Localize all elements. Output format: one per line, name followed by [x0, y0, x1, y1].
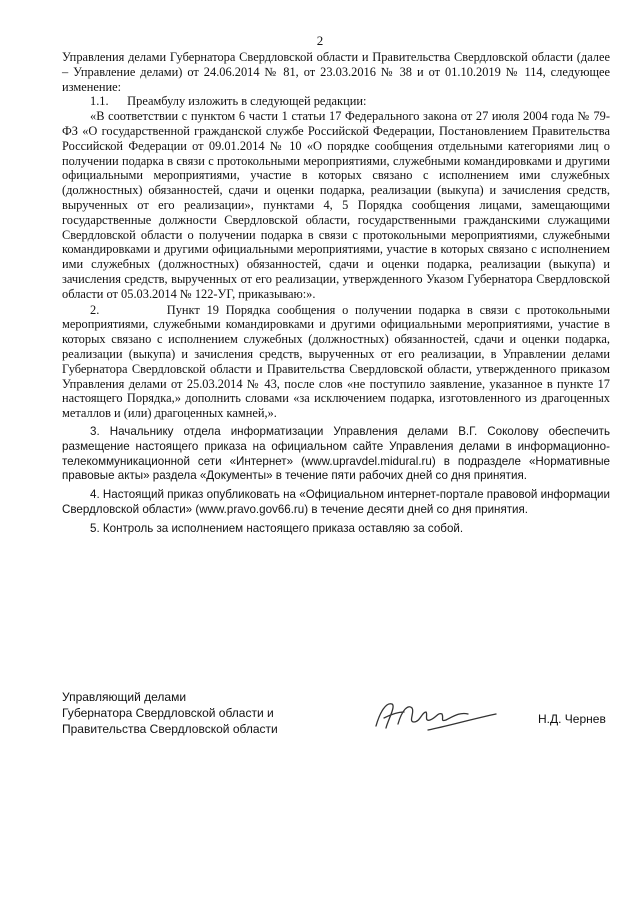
signatory-position — [62, 689, 278, 737]
document-body — [62, 50, 610, 537]
item-3: 3. Начальнику отдела информатизации Управления делами В.Г. Соколову обеспечить размещение настоящего приказа на официальном сайте Управления делами в информационно-телекоммуникационной сети «Интернет» (www.upravdel.midural.ru) в подразделе «Нормативные правовые акты» раздела «Документы» в течение пяти рабочих дней со дня принятия. — [62, 424, 610, 483]
page-number: 2 — [316, 33, 324, 48]
intro-paragraph: Управления делами Губернатора Свердловской области и Правительства Свердловской области (далее – Управление делами) от 24.06.2014 № 81, от 23.03.2016 № 38 и от 01.10.2019 № 114, следующее изменение: — [62, 50, 610, 94]
signer-name: Н.Д. Чернев — [538, 712, 606, 726]
handwritten-signature — [368, 690, 508, 738]
item-2: 2. Пункт 19 Порядка сообщения о получении подарка в связи с протокольными мероприятиями, служебными командировками и другими официальными мероприятиями, участие в которых связано с исполнением служебных (должностных) обязанностей, сдачи и оценки подарка, реализации (выкупа) и зачисления средств, вырученных от его реализации, в Управлении делами Губернатора Свердловской области и Правительства Свердловской области, утвержденного приказом Управления делами от 25.03.2014 № 43, после слов «не поступило заявление, указанное в пункте 17 настоящего Порядка,» дополнить словами «за исключением подарка, изготовленного из драгоценных металлов и (или) драгоценных камней,». — [62, 302, 610, 421]
item-5: 5. Контроль за исполнением настоящего приказа оставляю за собой. — [90, 521, 464, 535]
position-line: Правительства Свердловской области — [62, 722, 278, 736]
item-4: 4. Настоящий приказ опубликовать на «Официальном интернет-портале правовой информации Свердловской области» (www.pravo.gov66.ru) в течение десяти дней со дня принятия. — [62, 488, 610, 516]
position-line: Управляющий делами — [62, 690, 187, 704]
preamble-quote: «В соответствии с пунктом 6 части 1 статьи 17 Федерального закона от 27 июля 2004 года № 79-ФЗ «О государственной гражданской службе Российской Федерации, Постановлением Правительства Российской Федерации от 09.01.2014 № 10 «О порядке сообщения отдельными категориями лиц о получении подарка в связи с протокольными мероприятиями, служебными командировками и другими официальными мероприятиями, участие в которых связано с исполнением ими служебных (должностных) обязанностей, сдачи и оценки подарка, реализации (выкупа) и зачисления средств, вырученных от его реализации», пунктами 4, 5 Порядка сообщения лицами, замещающими государственные должности Свердловской области, государственными гражданскими служащими Свердловской области о получении подарка в связи с протокольными мероприятиями, служебными командировками и другими официальными мероприятиями, участие в которых связано с исполнением ими служебных (должностных) обязанностей, сдачи и оценки подарка, реализации (выкупа) и зачисления средств, вырученных от его реализации, утвержденного Указом Губернатора Свердловской области от 05.03.2014 № 122-УГ, приказываю:». — [62, 109, 610, 301]
position-line: Губернатора Свердловской области и — [62, 706, 274, 720]
item-1-1: 1.1. Преамбулу изложить в следующей редакции: — [90, 94, 367, 109]
